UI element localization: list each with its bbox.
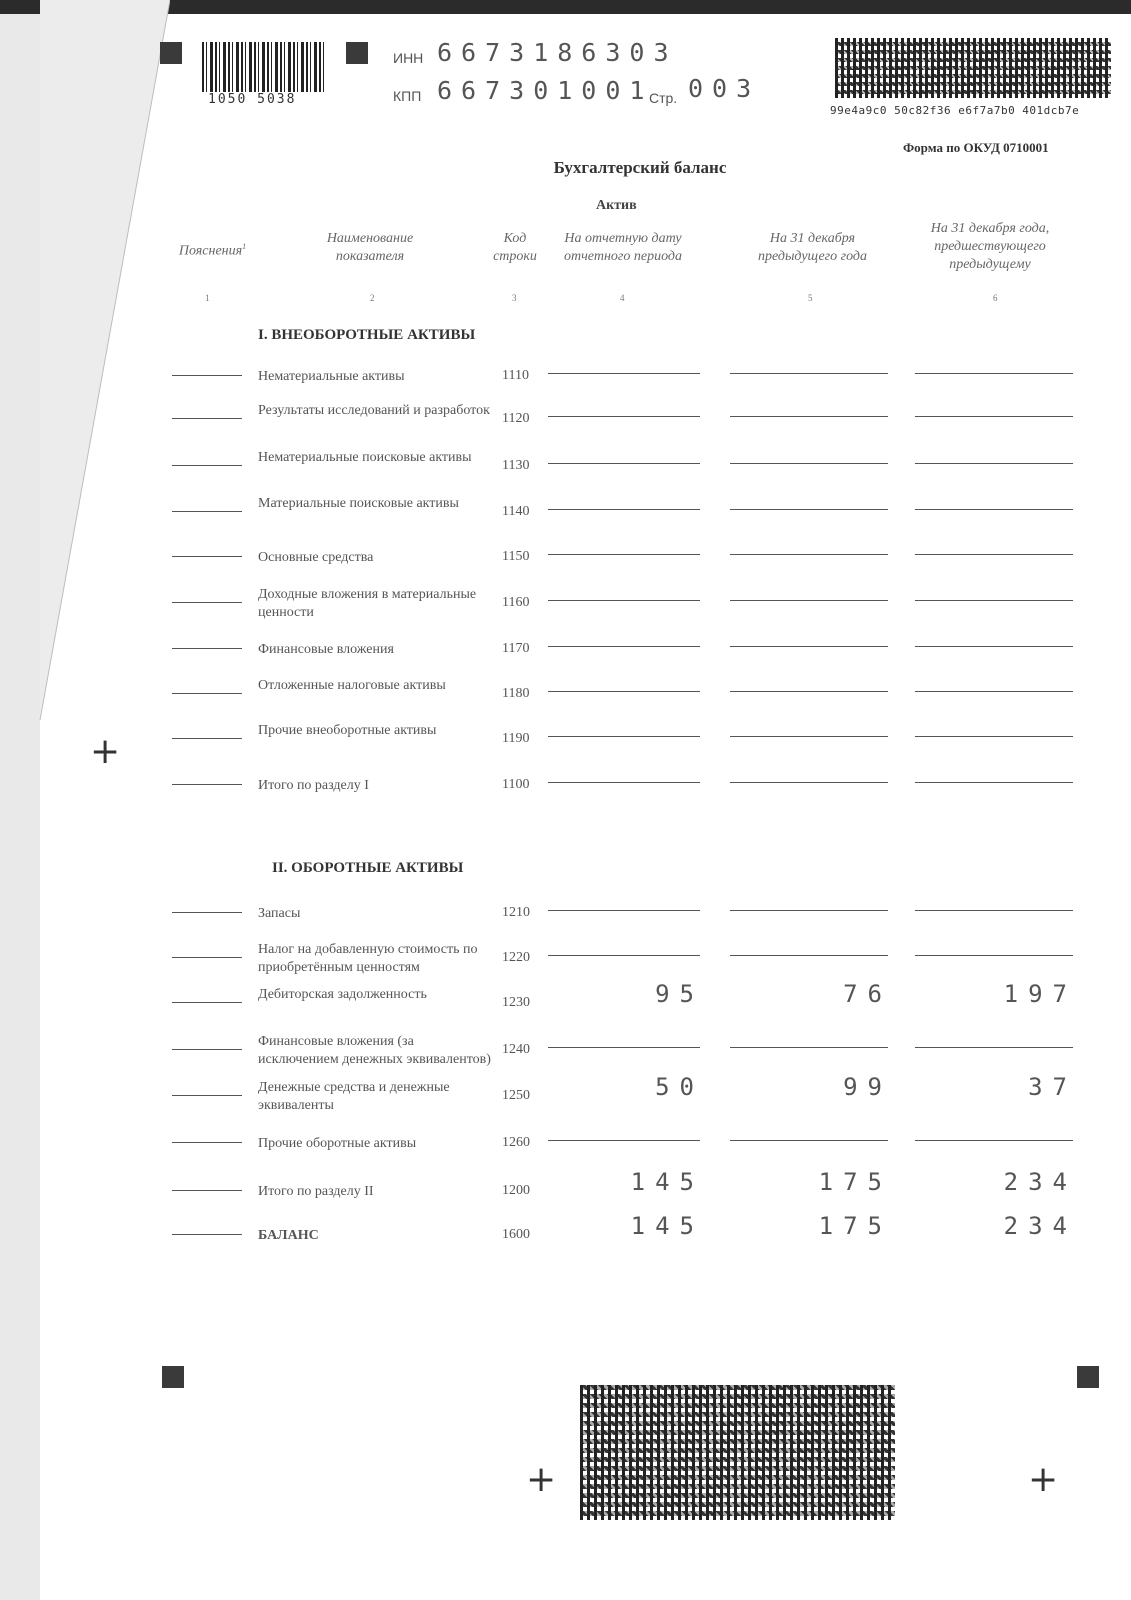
row-name: Результаты исследований и разработок [258, 403, 490, 418]
col-number: 1 [205, 293, 210, 303]
row-code: 1600 [502, 1227, 530, 1242]
row-value: 50 [655, 1073, 704, 1101]
empty-value-dash [730, 955, 888, 956]
row-code: 1250 [502, 1088, 530, 1103]
empty-value-dash [915, 955, 1073, 956]
empty-value-dash [915, 1047, 1073, 1048]
row-code: 1220 [502, 950, 530, 965]
row-code: 1120 [502, 411, 530, 426]
row-code: 1230 [502, 995, 530, 1010]
note-dash [172, 1095, 242, 1096]
qr-code-top [835, 38, 1111, 98]
empty-value-dash [730, 600, 888, 601]
note-dash [172, 556, 242, 557]
row-name: Прочие оборотные активы [258, 1136, 417, 1151]
empty-value-dash [548, 910, 700, 911]
row-value: 76 [843, 980, 892, 1008]
col-number: 2 [370, 293, 375, 303]
row-code: 1100 [502, 777, 530, 792]
row-code: 1110 [502, 368, 529, 383]
empty-value-dash [915, 554, 1073, 555]
row-value: 234 [1003, 1212, 1077, 1240]
row-name: Нематериальные поисковые активы [258, 450, 472, 465]
row-name: Финансовые вложения [258, 642, 394, 657]
empty-value-dash [548, 554, 700, 555]
note-dash [172, 957, 242, 958]
empty-value-dash [548, 509, 700, 510]
note-dash [172, 1002, 242, 1003]
row-value: 145 [630, 1212, 704, 1240]
kpp-label: КПП [393, 88, 422, 104]
empty-value-dash [548, 736, 700, 737]
empty-value-dash [730, 509, 888, 510]
col-indicator: Наименование показателя [326, 231, 414, 264]
qr-hash: 99e4a9c0 50c82f36 e6f7a7b0 401dcb7e [830, 104, 1080, 117]
empty-value-dash [730, 1047, 888, 1048]
note-dash [172, 511, 242, 512]
row-name: Доходные вложения в материальные ценности [258, 587, 477, 620]
row-code: 1160 [502, 595, 530, 610]
empty-value-dash [915, 910, 1073, 911]
row-value: 99 [843, 1073, 892, 1101]
crosshair-icon: + [526, 1459, 557, 1500]
inn-value: 6673186303 [437, 38, 678, 67]
empty-value-dash [730, 554, 888, 555]
row-code: 1240 [502, 1042, 530, 1057]
col-number: 3 [512, 293, 517, 303]
row-name: Денежные средства и денежные эквиваленты [258, 1080, 450, 1113]
empty-value-dash [915, 600, 1073, 601]
empty-value-dash [548, 416, 700, 417]
empty-value-dash [548, 463, 700, 464]
row-name: Материальные поисковые активы [258, 496, 459, 511]
alignment-marker [162, 1366, 184, 1388]
empty-value-dash [730, 646, 888, 647]
folded-corner [0, 0, 170, 720]
empty-value-dash [548, 646, 700, 647]
col-prev: На 31 декабря предыдущего года [758, 231, 867, 264]
empty-value-dash [730, 782, 888, 783]
row-name: БАЛАНС [258, 1228, 319, 1243]
row-code: 1200 [502, 1183, 530, 1198]
row-name: Запасы [258, 906, 301, 921]
row-code: 1190 [502, 731, 530, 746]
empty-value-dash [730, 1140, 888, 1141]
row-code: 1180 [502, 686, 530, 701]
col-number: 6 [993, 293, 998, 303]
note-dash [172, 648, 242, 649]
empty-value-dash [548, 373, 700, 374]
empty-value-dash [915, 782, 1073, 783]
crosshair-icon: + [90, 731, 121, 772]
note-dash [172, 375, 242, 376]
row-code: 1150 [502, 549, 530, 564]
col-code: Код строки [493, 231, 537, 264]
row-value: 37 [1028, 1073, 1077, 1101]
row-name: Нематериальные активы [258, 369, 405, 384]
row-value: 175 [818, 1212, 892, 1240]
crosshair-icon: + [1028, 1459, 1059, 1500]
empty-value-dash [548, 955, 700, 956]
note-dash [172, 1234, 242, 1235]
note-dash [172, 1190, 242, 1191]
col-current: На отчетную дату отчетного периода [564, 231, 682, 264]
page-title: Бухгалтерский баланс [553, 158, 727, 177]
empty-value-dash [548, 782, 700, 783]
note-dash [172, 693, 242, 694]
inn-label: ИНН [393, 50, 424, 66]
page-value: 003 [688, 74, 761, 103]
empty-value-dash [730, 373, 888, 374]
note-dash [172, 1049, 242, 1050]
row-code: 1170 [502, 641, 530, 656]
note-dash [172, 465, 242, 466]
empty-value-dash [730, 691, 888, 692]
empty-value-dash [915, 373, 1073, 374]
section-title: I. ВНЕОБОРОТНЫЕ АКТИВЫ [258, 327, 476, 343]
note-dash [172, 418, 242, 419]
row-name: Финансовые вложения (за исключением денежных эквивалентов) [258, 1034, 491, 1067]
row-name: Прочие внеоборотные активы [258, 723, 437, 738]
col-explanations: Пояснения$^1$ [178, 242, 247, 259]
row-name: Налог на добавленную стоимость по приобретённым ценностям [258, 942, 478, 975]
row-value: 197 [1003, 980, 1077, 1008]
row-code: 1140 [502, 504, 530, 519]
note-dash [172, 738, 242, 739]
col-prev2: На 31 декабря года, предшествующего предыдущему [930, 221, 1050, 272]
row-value: 95 [655, 980, 704, 1008]
row-name: Итого по разделу II [258, 1184, 374, 1199]
row-value: 145 [630, 1168, 704, 1196]
section-title: II. ОБОРОТНЫЕ АКТИВЫ [272, 860, 464, 876]
empty-value-dash [915, 736, 1073, 737]
kpp-value: 667301001 [437, 76, 654, 105]
barcode [202, 42, 326, 92]
page-subtitle: Актив [596, 198, 637, 213]
form-code: Форма по ОКУД 0710001 [903, 140, 1049, 155]
barcode-number: 1050 5038 [208, 92, 297, 107]
empty-value-dash [730, 736, 888, 737]
alignment-marker [346, 42, 368, 64]
row-code: 1260 [502, 1135, 530, 1150]
empty-value-dash [730, 910, 888, 911]
alignment-marker [1077, 1366, 1099, 1388]
alignment-marker [160, 42, 182, 64]
empty-value-dash [548, 1140, 700, 1141]
row-name: Основные средства [258, 550, 374, 565]
row-code: 1210 [502, 905, 530, 920]
note-dash [172, 784, 242, 785]
empty-value-dash [915, 509, 1073, 510]
empty-value-dash [730, 463, 888, 464]
empty-value-dash [548, 691, 700, 692]
note-dash [172, 602, 242, 603]
empty-value-dash [915, 416, 1073, 417]
row-name: Дебиторская задолженность [258, 987, 427, 1002]
empty-value-dash [915, 691, 1073, 692]
empty-value-dash [915, 1140, 1073, 1141]
row-value: 234 [1003, 1168, 1077, 1196]
empty-value-dash [915, 646, 1073, 647]
note-dash [172, 1142, 242, 1143]
empty-value-dash [548, 600, 700, 601]
page-label: Стр. [649, 90, 678, 106]
col-number: 5 [808, 293, 813, 303]
note-dash [172, 912, 242, 913]
empty-value-dash [915, 463, 1073, 464]
row-value: 175 [818, 1168, 892, 1196]
qr-code-bottom [580, 1385, 895, 1520]
empty-value-dash [548, 1047, 700, 1048]
row-name: Итого по разделу I [258, 778, 369, 793]
row-code: 1130 [502, 458, 530, 473]
empty-value-dash [730, 416, 888, 417]
col-number: 4 [620, 293, 625, 303]
row-name: Отложенные налоговые активы [258, 678, 446, 693]
